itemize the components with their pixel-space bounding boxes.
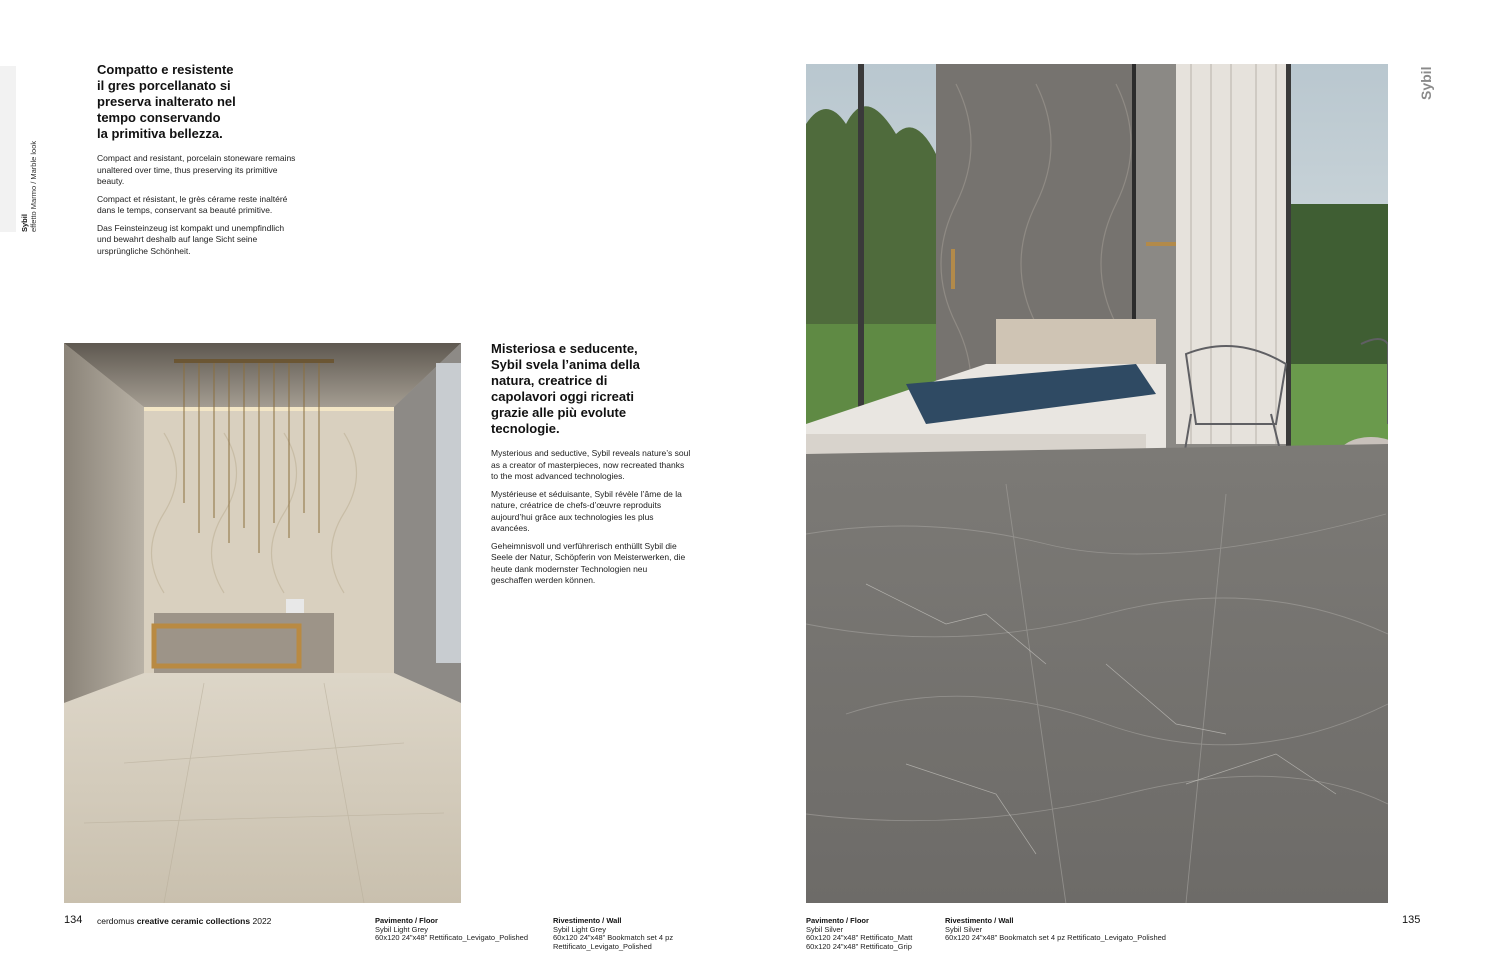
headline-line: Misteriosa e seducente,	[491, 341, 638, 356]
caption-spec: 60x120 24”x48” Rettificato_Matt	[806, 933, 913, 942]
caption-label: Pavimento / Floor	[806, 916, 869, 925]
page-number-right: 135	[1402, 914, 1421, 926]
headline-line: tecnologie.	[491, 421, 560, 436]
headline-line: Compatto e resistente	[97, 62, 234, 77]
left-intro-block	[97, 62, 297, 263]
side-collection-label	[20, 141, 38, 232]
headline-line: capolavori oggi ricreati	[491, 389, 635, 404]
caption-product: Sybil Light Grey	[553, 924, 606, 934]
right-collection-title	[1418, 64, 1436, 104]
caption-left-floor	[375, 917, 528, 943]
headline-line: grazie alle più evolute	[491, 405, 627, 420]
headline-line: la primitiva bellezza.	[97, 126, 223, 141]
headline-line: il gres porcellanato si	[97, 78, 231, 93]
caption-product: Sybil Silver	[945, 924, 983, 934]
caption-product: Sybil Silver	[806, 924, 844, 934]
caption-product: Sybil Light Grey	[375, 924, 428, 934]
caption-spec: Rettificato_Levigato_Polished	[553, 941, 652, 951]
page-number-left: 134	[64, 914, 83, 926]
caption-right-floor	[806, 917, 912, 951]
left-body-en: Compact and resistant, porcelain stoneware remains unaltered over time, thus preserving its primitive beauty.	[97, 153, 296, 186]
brand-name: cerdomus	[97, 916, 135, 926]
headline-line: tempo conservando	[97, 110, 221, 125]
brand-year: 2022	[252, 916, 272, 926]
left-headline	[97, 62, 297, 142]
side-collection-subtitle: effetto Marmo / Marble look	[29, 140, 38, 232]
mid-headline	[491, 341, 691, 437]
headline-line: Sybil svela l’anima della	[491, 357, 640, 372]
side-tab	[0, 66, 16, 232]
caption-right-wall	[945, 917, 1166, 943]
mid-body-fr: Mystérieuse et séduisante, Sybil révèle l’âme de la nature, créatrice de chefs-d’œuvre reproduits aujourd’hui grâce aux technologies les plus avancées.	[491, 488, 682, 533]
side-collection-name: Sybil	[20, 214, 29, 232]
headline-line: preserva inalterato nel	[97, 94, 236, 109]
mid-body-en: Mysterious and seductive, Sybil reveals nature’s soul as a creator of masterpieces, now recreated thanks to the most advanced technologies.	[491, 448, 691, 481]
caption-spec: 60x120 24”x48” Bookmatch set 4 pz	[553, 933, 674, 942]
caption-label: Pavimento / Floor	[375, 916, 438, 925]
caption-spec: 60x120 24”x48” Rettificato_Levigato_Polished	[375, 933, 529, 942]
brand-line	[97, 916, 271, 926]
brand-tagline: creative ceramic collections	[136, 916, 251, 926]
caption-spec: 60x120 24”x48” Bookmatch set 4 pz Rettificato_Levigato_Polished	[945, 933, 1166, 942]
right-title-text: Sybil	[1418, 66, 1434, 100]
mid-intro-block	[491, 341, 691, 593]
left-body-de: Das Feinsteinzeug ist kompakt und unempfindlich und bewahrt deshalb auf lange Sicht seine ursprüngliche Schönheit.	[97, 222, 285, 256]
caption-spec: 60x120 24”x48” Rettificato_Grip	[806, 941, 912, 951]
lobby-photo	[64, 343, 461, 903]
caption-left-wall	[553, 917, 673, 951]
caption-label: Rivestimento / Wall	[553, 916, 622, 925]
mid-body-de: Geheimnisvoll und verführerisch enthüllt Sybil die Seele der Natur, Schöpferin von Meisterwerken, die heute dank modernster Technologien neu geschaffen werden können.	[491, 540, 686, 585]
headline-line: natura, creatrice di	[491, 373, 608, 388]
caption-label: Rivestimento / Wall	[945, 916, 1014, 925]
bedroom-photo	[806, 64, 1388, 903]
left-body-fr: Compact et résistant, le grès cérame reste inaltéré dans le temps, conservant sa beauté primitive.	[97, 193, 288, 215]
